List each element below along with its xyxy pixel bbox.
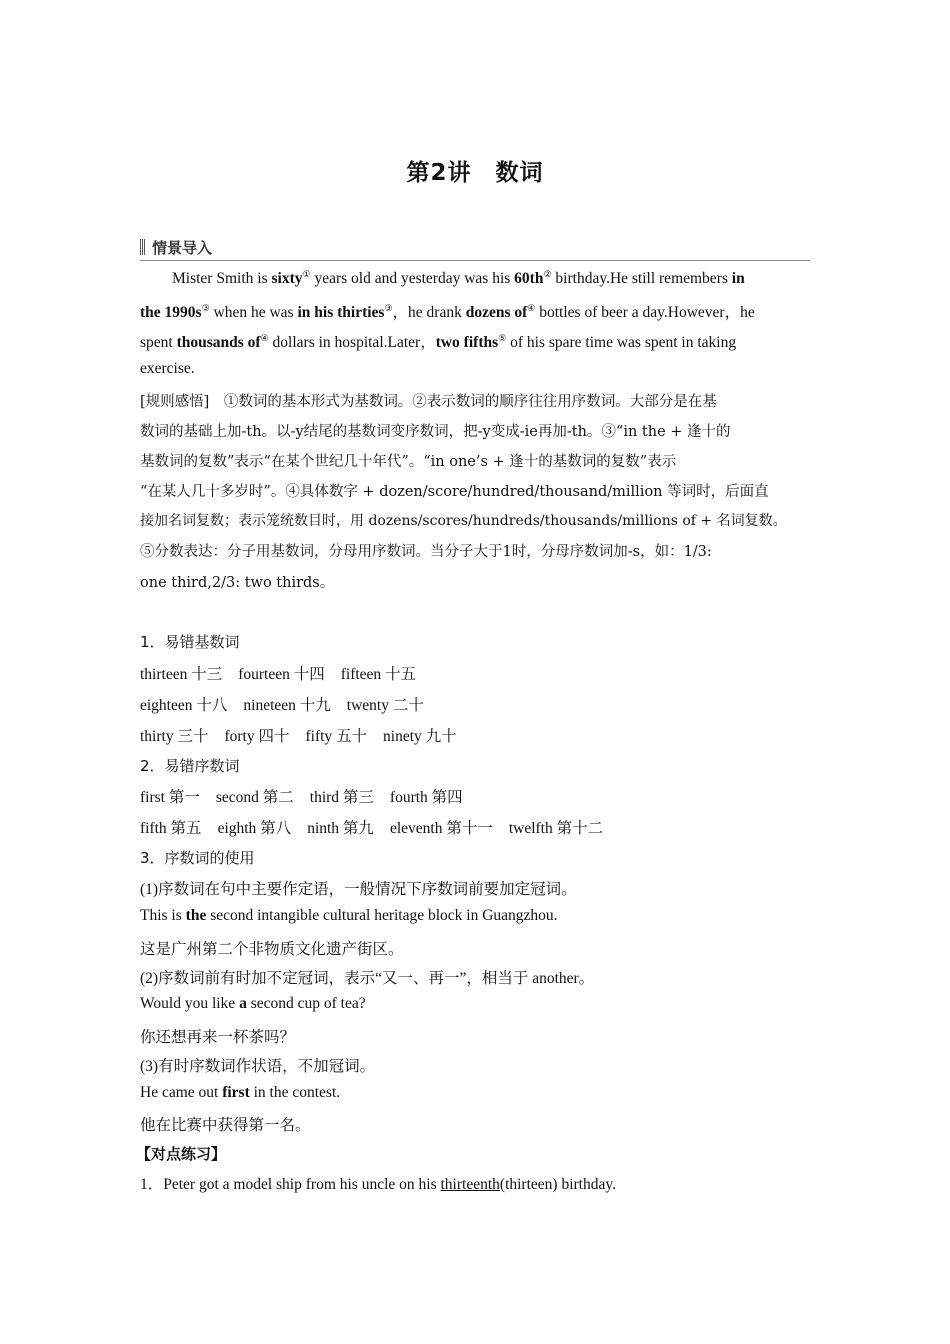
example-1 bbox=[140, 907, 558, 925]
example-text: second intangible cultural heritage block in Guangzhou. bbox=[206, 907, 558, 924]
heading-usage: 3．序数词的使用 bbox=[140, 849, 255, 867]
intro-text: spent bbox=[140, 334, 177, 351]
question-text: (thirteen) birthday. bbox=[499, 1176, 616, 1193]
rule-line-2: 数词的基础上加-th。以-y结尾的基数词变序数词，把-y变成-ie再加-th。③“in the + 逢十的 bbox=[140, 424, 731, 440]
example-text: This is bbox=[140, 907, 186, 924]
intro-line-2 bbox=[140, 300, 755, 322]
example-2 bbox=[140, 995, 366, 1013]
intro-line-1 bbox=[172, 270, 810, 288]
intro-line-3 bbox=[140, 330, 736, 352]
intro-marker: ④ bbox=[260, 332, 269, 343]
word-pair: thirteen 十三 bbox=[140, 666, 223, 683]
rule-line-1: [规则感悟] ①数词的基本形式为基数词。②表示数词的顺序往往用序数词。大部分是在基 bbox=[140, 394, 717, 410]
usage-rule-1: (1)序数词在句中主要作定语，一般情况下序数词前要加定冠词。 bbox=[140, 881, 577, 898]
usage-rule-2: (2)序数词前有时加不定冠词，表示“又一、再一”，相当于 another。 bbox=[140, 970, 595, 987]
cardinal-row bbox=[140, 724, 457, 746]
intro-marker: ④ bbox=[527, 302, 536, 313]
intro-keyword: sixty bbox=[271, 270, 303, 287]
section-label: 情景导入 bbox=[152, 239, 213, 257]
cardinal-row bbox=[140, 693, 424, 715]
example-text: second cup of tea? bbox=[246, 995, 366, 1012]
example-3-translation: 他在比赛中获得第一名。 bbox=[140, 1117, 311, 1134]
intro-text: Mister Smith is bbox=[172, 270, 272, 287]
rule-line-6: ⑤分数表达：分子用基数词，分母用序数词。当分子大于1时，分母序数词加-s，如：1/3: bbox=[140, 544, 712, 560]
word-pair: twenty 二十 bbox=[346, 697, 424, 714]
answer-blank: thirteenth bbox=[440, 1176, 500, 1193]
intro-marker: ③ bbox=[201, 302, 210, 313]
practice-heading: 【对点练习】 bbox=[136, 1145, 227, 1163]
word-pair: eighteen 十八 bbox=[140, 697, 228, 714]
word-pair: fourteen 十四 bbox=[238, 666, 325, 683]
word-pair: third 第三 bbox=[309, 789, 374, 806]
word-pair: fifth 第五 bbox=[140, 820, 202, 837]
intro-text: ，he drank bbox=[392, 304, 466, 321]
question-text: 1．Peter got a model ship from his uncle on his bbox=[140, 1176, 441, 1193]
intro-keyword: the 1990s bbox=[140, 304, 202, 321]
word-pair: first 第一 bbox=[140, 789, 200, 806]
intro-keyword: 60th bbox=[514, 270, 544, 287]
usage-rule-3: (3)有时序数词作状语，不加冠词。 bbox=[140, 1058, 376, 1075]
intro-keyword: in his thirties bbox=[297, 304, 385, 321]
word-pair: nineteen 十九 bbox=[243, 697, 331, 714]
example-text: Would you like bbox=[140, 995, 240, 1012]
intro-marker: ⑤ bbox=[498, 332, 507, 343]
intro-text: bottles of beer a day.However，he bbox=[535, 304, 755, 321]
word-pair: ninety 九十 bbox=[383, 728, 457, 745]
intro-keyword: two fifths bbox=[435, 334, 499, 351]
word-pair: thirty 三十 bbox=[140, 728, 209, 745]
example-text: in the contest. bbox=[249, 1084, 341, 1101]
intro-text: birthday.He still remembers bbox=[551, 270, 732, 287]
example-keyword: the bbox=[185, 907, 207, 924]
word-pair: fifteen 十五 bbox=[340, 666, 417, 683]
heading-ordinals: 2．易错序数词 bbox=[140, 757, 240, 775]
heading-cardinals: 1．易错基数词 bbox=[140, 633, 240, 651]
example-text: He came out bbox=[140, 1084, 223, 1101]
word-pair: fourth 第四 bbox=[389, 789, 463, 806]
word-pair: ninth 第九 bbox=[307, 820, 374, 837]
intro-marker: ② bbox=[543, 268, 552, 279]
intro-text: years old and yesterday was his bbox=[310, 270, 515, 287]
intro-line-4: exercise. bbox=[140, 360, 195, 377]
intro-keyword: thousands of bbox=[176, 334, 261, 351]
cardinal-row bbox=[140, 662, 416, 684]
rule-line-3: 基数词的复数”表示“在某个世纪几十年代”。“in one’s + 逢十的基数词的复数”表示 bbox=[140, 454, 677, 470]
intro-marker: ① bbox=[302, 268, 311, 279]
word-pair: eighth 第八 bbox=[217, 820, 292, 837]
intro-text: when he was bbox=[209, 304, 298, 321]
example-keyword: a bbox=[239, 995, 247, 1012]
intro-keyword: dozens of bbox=[465, 304, 528, 321]
section-header bbox=[140, 236, 810, 261]
practice-question-1 bbox=[140, 1172, 616, 1194]
example-1-translation: 这是广州第二个非物质文化遗产街区。 bbox=[140, 941, 404, 958]
intro-keyword: in bbox=[731, 270, 745, 287]
example-3 bbox=[140, 1084, 340, 1102]
intro-text: dollars in hospital.Later， bbox=[268, 334, 436, 351]
example-2-translation: 你还想再来一杯茶吗？ bbox=[140, 1029, 296, 1046]
word-pair: fifty 五十 bbox=[305, 728, 368, 745]
rule-line-4: “在某人几十多岁时”。④具体数字 + dozen/score/hundred/thousand/million 等词时，后面直 bbox=[140, 484, 769, 500]
ordinal-row bbox=[140, 785, 463, 807]
word-pair: second 第二 bbox=[215, 789, 294, 806]
rule-line-7: one third,2/3: two thirds。 bbox=[140, 575, 335, 591]
rule-line-5: 接加名词复数；表示笼统数目时，用 dozens/scores/hundreds/thousands/millions of + 名词复数。 bbox=[140, 513, 787, 529]
intro-text: of his spare time was spent in taking bbox=[506, 334, 737, 351]
intro-marker: ③ bbox=[384, 302, 393, 313]
word-pair: forty 四十 bbox=[224, 728, 290, 745]
example-keyword: first bbox=[222, 1084, 250, 1101]
word-pair: twelfth 第十二 bbox=[508, 820, 604, 837]
word-pair: eleventh 第十一 bbox=[389, 820, 493, 837]
page-title: 第2讲 数词 bbox=[406, 160, 544, 186]
ordinal-row bbox=[140, 816, 603, 838]
section-marker-icon bbox=[140, 239, 146, 255]
